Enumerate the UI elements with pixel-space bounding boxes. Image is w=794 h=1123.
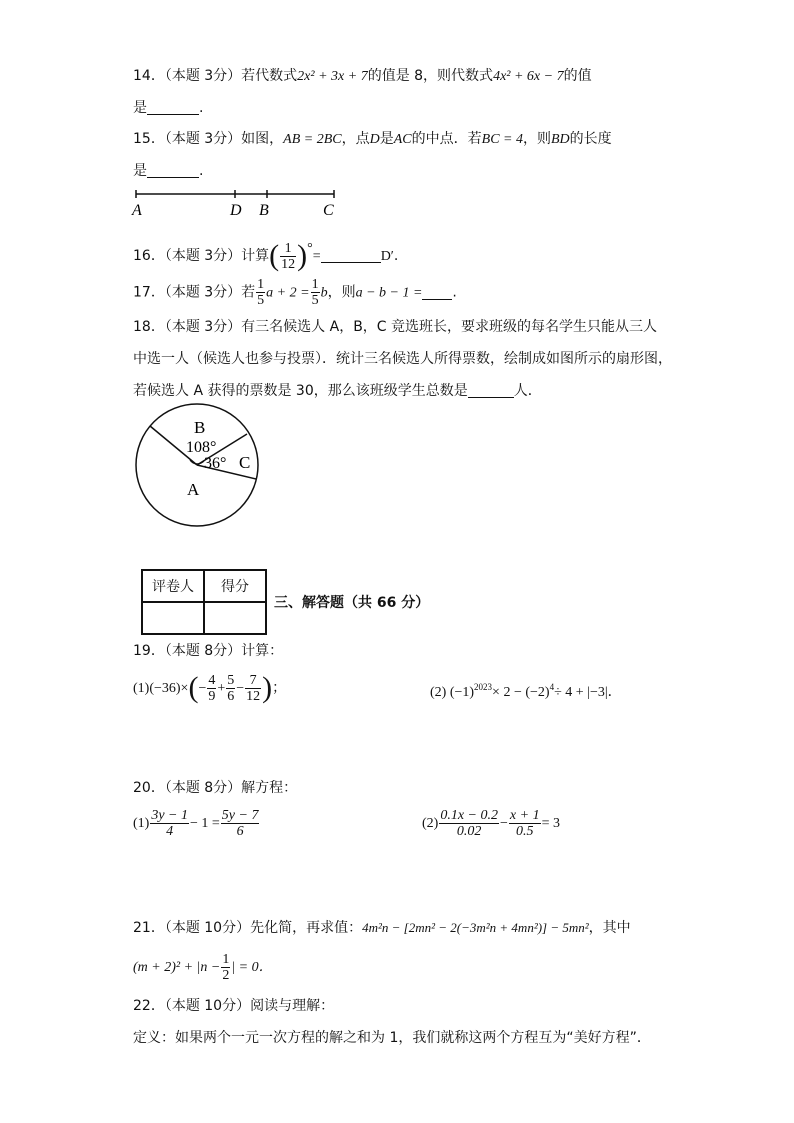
pie-label-C: C <box>239 453 251 472</box>
q15-segment-figure <box>126 186 346 220</box>
q17-answer-blank[interactable] <box>422 285 452 300</box>
grader-header-reviewer: 评卷人 <box>142 570 204 602</box>
q15-line2: 是 . <box>133 163 204 179</box>
q18-line3: 若候选人 A 获得的票数是 30，那么该班级学生总数是 人． <box>133 383 542 399</box>
q14-expr2: 4x² + 6x − 7 <box>493 69 564 84</box>
q19-part2: (2) $(-1)^{2023}\times 2 - (-2)^4\div 4 + |-3|$． <box>430 682 622 700</box>
q18-pie-figure <box>128 400 278 530</box>
q17-frac1: $\frac{1}{5}$ <box>257 277 265 308</box>
q14-line1: 14．（本题 3分）若代数式2x² + 3x + 7的值是 8，则代数式4x² + 6x − 7的值 <box>133 68 592 84</box>
label-D: D <box>230 202 242 219</box>
label-C: C <box>323 202 334 219</box>
grader-score-cell[interactable] <box>204 602 266 634</box>
grader-table <box>141 569 267 635</box>
pie-angle-B: 108° <box>186 439 217 456</box>
q14-answer-blank[interactable] <box>147 100 199 115</box>
label-A: A <box>132 202 142 219</box>
q16-fraction: $\frac{1}{12}$ <box>281 240 296 272</box>
pie-angle-C: 36° <box>204 455 227 472</box>
q22-title: 22．（本题 10分）阅读与理解： <box>133 998 335 1014</box>
q20-part2: (2) $\frac{0.1x - 0.2}{0.02}$ − $\frac{x + 1}{0.5}$ = 3 <box>422 807 560 839</box>
q16-answer-blank[interactable] <box>321 248 381 263</box>
q15-line1: 15．（本题 3分）如图，AB = 2BC，点D是AC的中点．若BC = 4，则BD的长度 <box>133 131 612 147</box>
grader-reviewer-cell[interactable] <box>142 602 204 634</box>
q14-line2: 是 . <box>133 100 204 116</box>
grader-header-score: 得分 <box>204 570 266 602</box>
q20-part1: (1) $\frac{3y - 1}{4}$ − 1 = $\frac{5y - 7}{6}$ <box>133 807 259 839</box>
label-B: B <box>259 202 269 219</box>
q17-frac2: $\frac{1}{5}$ <box>311 277 319 308</box>
q21-line1: 21．（本题 10分）先化简，再求值：4m²n − [2mn² − 2(−3m²n + 4mn²)] − 5mn²，其中 <box>133 920 631 936</box>
q17-line: 17．（本题 3分）若 $\frac{1}{5}$ a + 2 = $\frac{1}{5}$ b，则a − b − 1 = . <box>133 277 457 308</box>
q22-definition: 定义：如果两个一元一次方程的解之和为 1，我们就称这两个方程互为“美好方程”． <box>133 1030 651 1046</box>
pie-label-A: A <box>187 480 200 499</box>
q19-title: 19．（本题 8分）计算： <box>133 643 284 659</box>
section-3-heading: 三、解答题（共 66 分） <box>274 595 430 611</box>
q18-line2: 中选一人（候选人也参与投票）．统计三名候选人所得票数，绘制成如图所示的扇形图， <box>133 351 672 367</box>
q21-line2: (m + 2)² + |n − $\frac{1}{2}$ | = 0． <box>133 951 273 983</box>
q16-line: 16．（本题 3分）计算( $\frac{1}{12}$ )°= D′. <box>133 239 399 272</box>
q15-answer-blank[interactable] <box>147 163 199 178</box>
q18-line1: 18．（本题 3分）有三名候选人 A，B，C 竞选班长，要求班级的每名学生只能从三人 <box>133 319 658 335</box>
q18-answer-blank[interactable] <box>468 383 514 398</box>
q19-part1: (1)(−36)×(− $\frac{4}{9}$ + $\frac{5}{6}$ − $\frac{7}{12}$ )； <box>133 671 287 704</box>
q20-title: 20．（本题 8分）解方程： <box>133 780 298 796</box>
q14-expr1: 2x² + 3x + 7 <box>297 69 368 84</box>
pie-label-B: B <box>194 418 206 437</box>
